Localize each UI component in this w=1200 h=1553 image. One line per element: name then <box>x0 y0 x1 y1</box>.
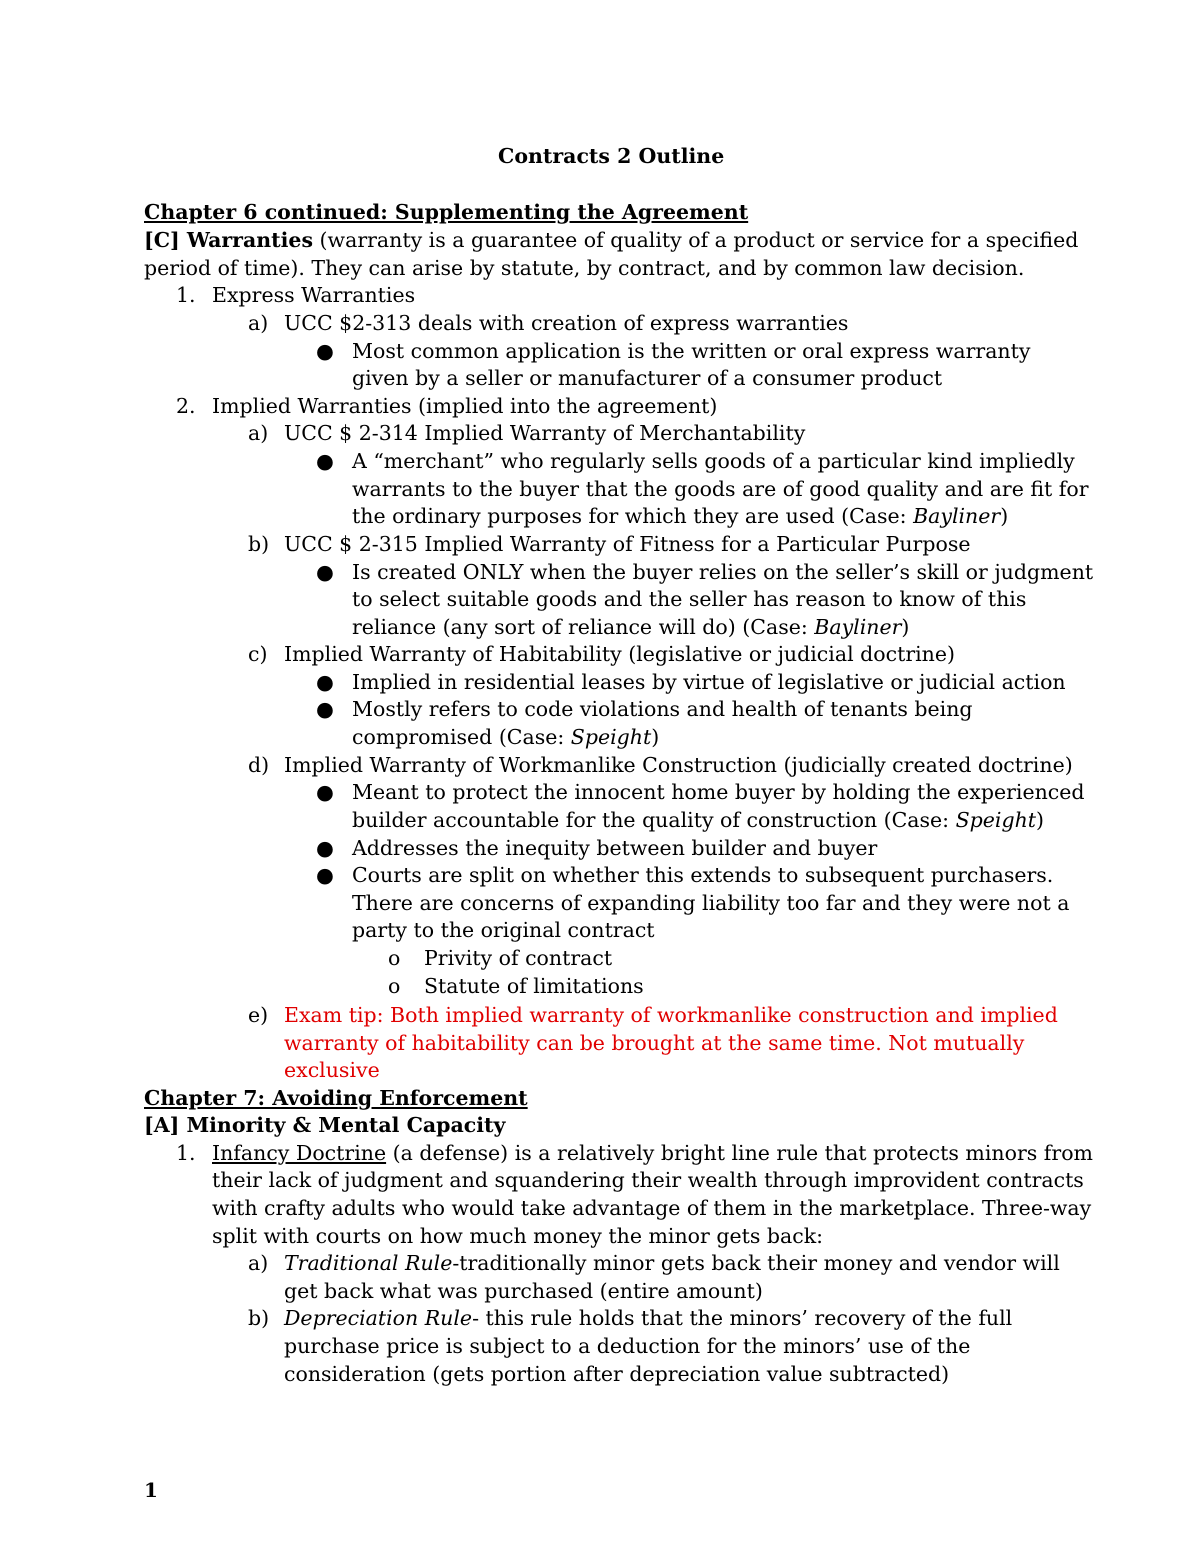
list-letter: d) <box>248 753 270 777</box>
document-title: Contracts 2 Outline <box>498 144 725 168</box>
paragraph-line: with crafty adults who would take advantage of them in the marketplace. Three-way <box>212 1196 1092 1220</box>
bullet-text: to select suitable goods and the seller has reason to know of this <box>352 587 1027 611</box>
infancy-doctrine-text: Infancy Doctrine (a defense) is a relatively bright line rule that protects minors from <box>212 1141 1093 1165</box>
list-letter: b) <box>248 532 270 556</box>
bullet-icon: ● <box>316 780 334 804</box>
list-number: 1. <box>176 283 196 307</box>
bullet-text: builder accountable for the quality of construction (Case: Speight) <box>352 808 1045 832</box>
list-item-ucc-2-313: UCC $2-313 deals with creation of express warranties <box>284 311 849 335</box>
list-letter: e) <box>248 1003 269 1027</box>
bullet-icon: ● <box>316 697 334 721</box>
infancy-doctrine-term: Infancy Doctrine <box>212 1141 387 1165</box>
traditional-rule-text: Traditional Rule-traditionally minor gets back their money and vendor will <box>284 1251 1060 1275</box>
bullet-icon: ● <box>316 836 334 860</box>
sub-bullet-text: Privity of contract <box>424 946 613 970</box>
paragraph-line: their lack of judgment and squandering their wealth through improvident contracts <box>212 1168 1084 1192</box>
list-letter: c) <box>248 642 268 666</box>
list-item-habitability: Implied Warranty of Habitability (legislative or judicial doctrine) <box>284 642 956 666</box>
bullet-text: the ordinary purposes for which they are used (Case: Bayliner) <box>352 504 1009 528</box>
case-name: Speight <box>570 725 652 749</box>
chapter-7-heading: Chapter 7: Avoiding Enforcement <box>144 1086 528 1110</box>
section-c-intro-line2: period of time). They can arise by statute, by contract, and by common law decision. <box>144 256 1025 280</box>
paragraph-line: get back what was purchased (entire amount) <box>284 1279 763 1303</box>
bullet-text: party to the original contract <box>352 918 655 942</box>
sub-bullet-text: Statute of limitations <box>424 974 644 998</box>
exam-tip: Exam tip: Both implied warranty of workmanlike construction and implied <box>284 1003 1058 1027</box>
paragraph-line: consideration (gets portion after depreciation value subtracted) <box>284 1362 950 1386</box>
list-item-workmanlike: Implied Warranty of Workmanlike Construction (judicially created doctrine) <box>284 753 1073 777</box>
bullet-text: A “merchant” who regularly sells goods of a particular kind impliedly <box>352 449 1075 473</box>
section-c-label: [C] Warranties <box>144 228 314 252</box>
bullet-icon: ● <box>316 670 334 694</box>
sub-bullet-icon: o <box>388 946 401 970</box>
bullet-text: Mostly refers to code violations and health of tenants being <box>352 697 973 721</box>
chapter-6-heading: Chapter 6 continued: Supplementing the Agreement <box>144 200 749 224</box>
exam-tip: exclusive <box>284 1058 380 1082</box>
list-number: 1. <box>176 1141 196 1165</box>
exam-tip: warranty of habitability can be brought at the same time. Not mutually <box>284 1031 1025 1055</box>
list-letter: a) <box>248 311 269 335</box>
list-letter: a) <box>248 421 269 445</box>
case-name: Bayliner <box>913 504 1001 528</box>
bullet-icon: ● <box>316 863 334 887</box>
bullet-text: given by a seller or manufacturer of a consumer product <box>352 366 943 390</box>
case-name: Bayliner <box>814 615 902 639</box>
section-c-intro: [C] Warranties (warranty is a guarantee of quality of a product or service for a specified <box>144 228 1079 252</box>
list-item-express-warranties: Express Warranties <box>212 283 416 307</box>
list-letter: a) <box>248 1251 269 1275</box>
bullet-text: reliance (any sort of reliance will do) (Case: Bayliner) <box>352 615 910 639</box>
list-letter: b) <box>248 1306 270 1330</box>
bullet-text: Courts are split on whether this extends to subsequent purchasers. <box>352 863 1054 887</box>
bullet-icon: ● <box>316 339 334 363</box>
list-number: 2. <box>176 394 196 418</box>
bullet-text: There are concerns of expanding liability too far and they were not a <box>352 891 1070 915</box>
paragraph-line: purchase price is subject to a deduction for the minors’ use of the <box>284 1334 971 1358</box>
page-number: 1 <box>144 1478 158 1502</box>
bullet-text: Most common application is the written or oral express warranty <box>352 339 1031 363</box>
sub-bullet-icon: o <box>388 974 401 998</box>
bullet-text: warrants to the buyer that the goods are of good quality and are fit for <box>352 477 1089 501</box>
list-item-implied-warranties: Implied Warranties (implied into the agreement) <box>212 394 718 418</box>
bullet-icon: ● <box>316 560 334 584</box>
paragraph-line: split with courts on how much money the minor gets back: <box>212 1224 824 1248</box>
bullet-text: Is created ONLY when the buyer relies on the seller’s skill or judgment <box>352 560 1094 584</box>
bullet-text: Addresses the inequity between builder and buyer <box>352 836 878 860</box>
depreciation-rule-term: Depreciation Rule <box>284 1306 473 1330</box>
list-item-ucc-2-314: UCC $ 2-314 Implied Warranty of Merchantability <box>284 421 806 445</box>
bullet-icon: ● <box>316 449 334 473</box>
bullet-text: compromised (Case: Speight) <box>352 725 660 749</box>
traditional-rule-term: Traditional Rule <box>284 1251 453 1275</box>
section-a-heading: [A] Minority & Mental Capacity <box>144 1113 506 1137</box>
case-name: Speight <box>955 808 1037 832</box>
depreciation-rule-text: Depreciation Rule- this rule holds that the minors’ recovery of the full <box>284 1306 1013 1330</box>
list-item-ucc-2-315: UCC $ 2-315 Implied Warranty of Fitness for a Particular Purpose <box>284 532 971 556</box>
bullet-text: Implied in residential leases by virtue of legislative or judicial action <box>352 670 1066 694</box>
bullet-text: Meant to protect the innocent home buyer by holding the experienced <box>352 780 1085 804</box>
